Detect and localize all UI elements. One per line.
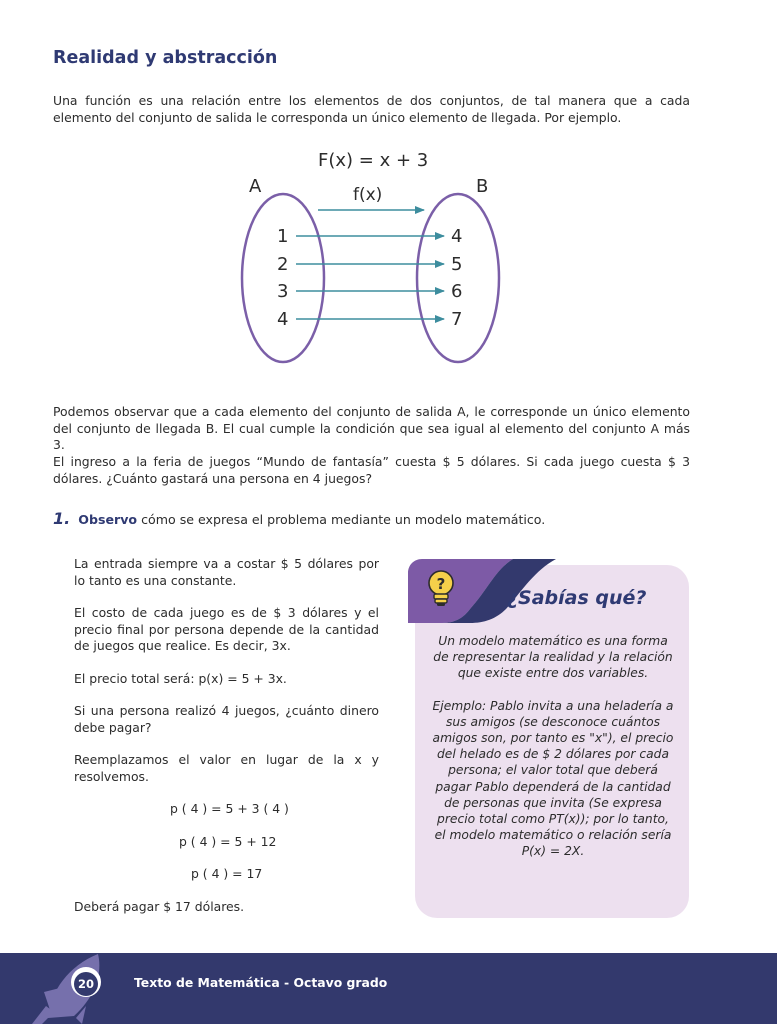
- sabias-example: Ejemplo: Pablo invita a una heladería a sus amigos (se desconoce cuántos amigos son, por tanto es "x"), el precio del helado es de $ 2 dólares por cada persona; el valor total que deberá pagar Pablo dependerá de la cantidad de personas que invita (Se expresa precio total como PT(x)); por lo tanto, el modelo matemático o relación sería P(x) = 2X.: [432, 698, 674, 859]
- solution-paragraph: El costo de cada juego es de $ 3 dólares y el precio final por persona depende de la cantidad de juegos que realice. Es decir, 3x.: [74, 605, 379, 653]
- domain-element: 4: [277, 309, 289, 330]
- observation-paragraph: Podemos observar que a cada elemento del conjunto de salida A, le corresponde un único elemento del conjunto de llegada B. El cual cumple la condición que sea igual al elemento del conjunto A más 3.: [53, 404, 690, 452]
- sabias-title: ¿Sabías qué?: [507, 587, 647, 609]
- page-title: Realidad y abstracción: [53, 48, 278, 68]
- sabias-body: [430, 633, 676, 876]
- arrow-label: f(x): [353, 185, 383, 205]
- set-b-ellipse: [417, 194, 499, 362]
- diagram-formula: F(x) = x + 3: [318, 150, 429, 171]
- solution-column: [74, 556, 379, 931]
- page-number: 20: [74, 972, 98, 996]
- set-a-ellipse: [242, 194, 324, 362]
- solution-paragraph: Reemplazamos el valor en lugar de la x y resolvemos.: [74, 752, 379, 784]
- equation-step: p ( 4 ) = 5 + 3 ( 4 ): [170, 801, 289, 816]
- problem-paragraph: El ingreso a la feria de juegos “Mundo de fantasía” cuesta $ 5 dólares. Si cada juego cuesta $ 3 dólares. ¿Cuánto gastará una persona en 4 juegos?: [53, 454, 690, 486]
- activity-text: cómo se expresa el problema mediante un modelo matemático.: [141, 512, 546, 527]
- svg-text:?: ?: [436, 575, 446, 593]
- equation-step: p ( 4 ) = 5 + 12: [179, 833, 277, 849]
- intro-paragraph: Una función es una relación entre los elementos de dos conjuntos, de tal manera que a cada elemento del conjunto de salida le corresponda un único elemento de llegada. Por ejemplo.: [53, 93, 690, 125]
- codomain-element: 5: [451, 254, 463, 275]
- set-a-label: A: [249, 176, 262, 197]
- codomain-element: 4: [451, 226, 463, 247]
- sabias-definition: Un modelo matemático es una forma de representar la realidad y la relación que existe entre dos variables.: [433, 634, 673, 681]
- set-b-label: B: [476, 176, 489, 197]
- domain-element: 1: [277, 226, 289, 247]
- domain-element: 3: [277, 281, 289, 302]
- domain-element: 2: [277, 254, 289, 275]
- solution-paragraph: El precio total será: p(x) = 5 + 3x.: [74, 670, 287, 686]
- equation-step: p ( 4 ) = 17: [191, 866, 263, 881]
- activity-number: 1.: [53, 509, 71, 528]
- codomain-element: 6: [451, 281, 463, 302]
- codomain-element: 7: [451, 309, 463, 330]
- activity-instruction: [53, 509, 545, 528]
- footer-title: Texto de Matemática - Octavo grado: [134, 975, 388, 990]
- activity-verb: Observo: [78, 512, 138, 527]
- solution-paragraph: Si una persona realizó 4 juegos, ¿cuánto dinero debe pagar?: [74, 703, 379, 735]
- solution-paragraph: La entrada siempre va a costar $ 5 dólares por lo tanto es una constante.: [74, 556, 379, 588]
- solution-paragraph: Deberá pagar $ 17 dólares.: [74, 898, 245, 914]
- function-diagram: [0, 0, 777, 400]
